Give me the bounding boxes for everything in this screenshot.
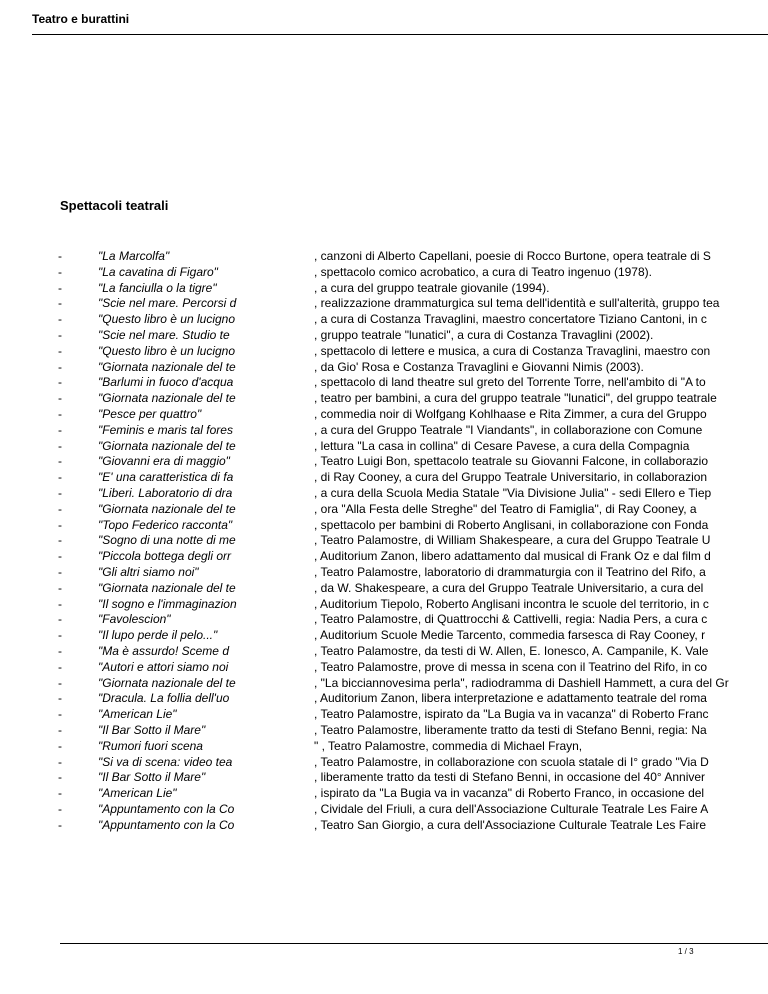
list-bullet: -	[58, 707, 62, 722]
list-bullet: -	[58, 485, 62, 500]
performance-title: "Scie nel mare. Percorsi d	[98, 296, 237, 311]
list-item	[58, 502, 768, 518]
list-item	[58, 407, 768, 423]
list-item	[58, 423, 768, 439]
list-item	[58, 391, 768, 407]
list-bullet: -	[58, 327, 62, 342]
list-item	[58, 802, 768, 818]
list-bullet: -	[58, 296, 62, 311]
performance-description: , Teatro Palamostre, laboratorio di drammaturgia con il Teatrino del Rifo, a	[314, 564, 706, 579]
list-item	[58, 818, 768, 834]
list-bullet: -	[58, 580, 62, 595]
list-item	[58, 439, 768, 455]
list-bullet: -	[58, 596, 62, 611]
list-bullet: -	[58, 264, 62, 279]
list-item	[58, 628, 768, 644]
performance-description: , realizzazione drammaturgica sul tema dell'identità e sull'alterità, gruppo tea	[314, 296, 720, 311]
performance-title: "Topo Federico racconta"	[98, 517, 233, 532]
performance-title: "American Lie"	[98, 707, 177, 722]
performance-description: , "La bicciannovesima perla", radiodramma di Dashiell Hammett, a cura del Gr	[314, 675, 729, 690]
performance-description: , Teatro San Giorgio, a cura dell'Associazione Culturale Teatrale Les Faire	[314, 817, 707, 832]
performance-description: , Auditorium Zanon, libero adattamento dal musical di Frank Oz e dal film d	[314, 549, 711, 564]
list-bullet: -	[58, 454, 62, 469]
performance-description: , canzoni di Alberto Capellani, poesie di Rocco Burtone, opera teatrale di S	[314, 249, 711, 263]
performance-title: "Liberi. Laboratorio di dra	[98, 485, 233, 500]
performance-description: , da Gio' Rosa e Costanza Travaglini e Giovanni Nimis (2003).	[314, 359, 644, 374]
list-item	[58, 375, 768, 391]
list-item	[58, 518, 768, 534]
performance-description: , a cura della Scuola Media Statale "Via Divisione Julia" - sedi Ellero e Tiep	[314, 485, 712, 500]
performance-title: "Feminis e maris tal fores	[98, 422, 233, 437]
performance-title: "Piccola bottega degli orr	[98, 549, 232, 564]
performance-title: "La cavatina di Figaro"	[98, 264, 218, 279]
list-item	[58, 549, 768, 565]
performance-title: "Appuntamento con la Co	[98, 801, 235, 816]
list-item	[58, 328, 768, 344]
performance-title: "Favolescion"	[98, 612, 171, 627]
performance-description: , teatro per bambini, a cura del gruppo teatrale "lunatici", del gruppo teatrale	[314, 391, 717, 406]
performance-title: "Giornata nazionale del te	[98, 359, 236, 374]
list-bullet: -	[58, 359, 62, 374]
list-bullet: -	[58, 470, 62, 485]
list-item	[58, 565, 768, 581]
list-item	[58, 644, 768, 660]
performance-title: "American Lie"	[98, 786, 177, 801]
list-item	[58, 786, 768, 802]
performance-title: "Questo libro è un lucigno	[98, 312, 236, 327]
list-bullet: -	[58, 738, 62, 753]
list-item	[58, 597, 768, 613]
performance-description: , Teatro Luigi Bon, spettacolo teatrale su Giovanni Falcone, in collaborazio	[314, 454, 709, 469]
performance-title: "Sogno di una notte di me	[98, 533, 236, 548]
list-bullet: -	[58, 628, 62, 643]
list-bullet: -	[58, 406, 62, 421]
performance-description: , Teatro Palamostre, prove di messa in scena con il Teatrino del Rifo, in co	[314, 659, 708, 674]
list-bullet: -	[58, 391, 62, 406]
list-item	[58, 533, 768, 549]
performance-title: "Si va di scena: video tea	[98, 754, 233, 769]
list-item	[58, 581, 768, 597]
document-header-title: Teatro e burattini	[32, 12, 130, 26]
performance-title: "La Marcolfa"	[98, 249, 170, 263]
list-bullet: -	[58, 817, 62, 832]
list-bullet: -	[58, 643, 62, 658]
performance-description: , a cura di Costanza Travaglini, maestro concertatore Tiziano Cantoni, in c	[314, 312, 707, 327]
performance-description: , spettacolo di land theatre sul greto del Torrente Torre, nell'ambito di "A to	[314, 375, 706, 390]
list-bullet: -	[58, 786, 62, 801]
list-item	[58, 265, 768, 281]
section-title: Spettacoli teatrali	[60, 198, 169, 213]
list-item	[58, 312, 768, 328]
performance-title: "Giornata nazionale del te	[98, 391, 236, 406]
performance-title: "Ma è assurdo! Sceme d	[98, 643, 229, 658]
performance-title: "Giornata nazionale del te	[98, 501, 236, 516]
list-bullet: -	[58, 549, 62, 564]
list-bullet: -	[58, 659, 62, 674]
list-bullet: -	[58, 517, 62, 532]
performance-description: , Teatro Palamostre, di William Shakespeare, a cura del Gruppo Teatrale U	[314, 533, 711, 548]
list-bullet: -	[58, 801, 62, 816]
list-bullet: -	[58, 343, 62, 358]
performance-description: , spettacolo di lettere e musica, a cura di Costanza Travaglini, maestro con	[314, 343, 711, 358]
performance-description: , a cura del Gruppo Teatrale "I Viandants", in collaborazione con Comune	[314, 422, 703, 437]
performance-title: "Il Bar Sotto il Mare"	[98, 722, 206, 737]
performance-description: , Teatro Palamostre, da testi di W. Allen, E. Ionesco, A. Campanile, K. Vale	[314, 643, 709, 658]
performance-title: "E' una caratteristica di fa	[98, 470, 234, 485]
performance-title: "Dracula. La follia dell'uo	[98, 691, 230, 706]
list-item	[58, 739, 768, 755]
list-bullet: -	[58, 312, 62, 327]
list-bullet: -	[58, 422, 62, 437]
performance-description: , Cividale del Friuli, a cura dell'Associazione Culturale Teatrale Les Faire A	[314, 801, 709, 816]
list-bullet: -	[58, 501, 62, 516]
list-bullet: -	[58, 438, 62, 453]
list-item	[58, 660, 768, 676]
performance-description: , Teatro Palamostre, ispirato da "La Bugia va in vacanza" di Roberto Franc	[314, 707, 709, 722]
performance-title: "Giornata nazionale del te	[98, 675, 236, 690]
list-item	[58, 755, 768, 771]
performance-title: "Il Bar Sotto il Mare"	[98, 770, 206, 785]
performance-description: , Auditorium Scuole Medie Tarcento, commedia farsesca di Ray Cooney, r	[314, 628, 706, 643]
list-bullet: -	[58, 722, 62, 737]
performance-description: , lettura "La casa in collina" di Cesare Pavese, a cura della Compagnia	[314, 438, 690, 453]
page-number: 1 / 3	[678, 947, 694, 956]
performance-title: "Giornata nazionale del te	[98, 580, 236, 595]
performance-title: "Scie nel mare. Studio te	[98, 327, 230, 342]
performance-description: , Auditorium Zanon, libera interpretazione e adattamento teatrale del roma	[314, 691, 707, 706]
performance-description: , liberamente tratto da testi di Stefano Benni, in occasione del 40° Anniver	[314, 770, 706, 785]
performance-description: , ora "Alla Festa delle Streghe" del Teatro di Famiglia", di Ray Cooney, a	[314, 501, 697, 516]
performance-title: "Barlumi in fuoco d'acqua	[98, 375, 234, 390]
list-bullet: -	[58, 533, 62, 548]
performance-description: , Auditorium Tiepolo, Roberto Anglisani incontra le scuole del territorio, in c	[314, 596, 709, 611]
list-bullet: -	[58, 249, 62, 263]
list-bullet: -	[58, 675, 62, 690]
list-bullet: -	[58, 612, 62, 627]
performance-title: "Il lupo perde il pelo..."	[98, 628, 218, 643]
list-item	[58, 612, 768, 628]
performance-description: , commedia noir di Wolfgang Kohlhaase e Rita Zimmer, a cura del Gruppo	[314, 406, 707, 421]
list-item	[58, 707, 768, 723]
list-bullet: -	[58, 754, 62, 769]
list-bullet: -	[58, 691, 62, 706]
performance-title: "La fanciulla o la tigre"	[98, 280, 217, 295]
list-bullet: -	[58, 564, 62, 579]
list-item	[58, 676, 768, 692]
performance-description: " , Teatro Palamostre, commedia di Michael Frayn,	[314, 738, 583, 753]
performance-title: "Appuntamento con la Co	[98, 817, 235, 832]
list-bullet: -	[58, 375, 62, 390]
performance-title: "Gli altri siamo noi"	[98, 564, 199, 579]
list-item	[58, 470, 768, 486]
performance-title: "Pesce per quattro"	[98, 406, 202, 421]
list-item	[58, 344, 768, 360]
performance-description: , gruppo teatrale "lunatici", a cura di Costanza Travaglini (2002).	[314, 327, 654, 342]
performance-title: "Autori e attori siamo noi	[98, 659, 229, 674]
list-item	[58, 360, 768, 376]
header-divider	[32, 34, 768, 35]
performance-description: , di Ray Cooney, a cura del Gruppo Teatrale Universitario, in collaborazion	[314, 470, 708, 485]
performance-description: , ispirato da "La Bugia va in vacanza" di Roberto Franco, in occasione del	[314, 786, 705, 801]
list-bullet: -	[58, 770, 62, 785]
performance-title: "Giovanni era di maggio"	[98, 454, 230, 469]
performance-title: "Questo libro è un lucigno	[98, 343, 236, 358]
list-item	[58, 454, 768, 470]
performance-title: "Giornata nazionale del te	[98, 438, 236, 453]
performance-description: , Teatro Palamostre, liberamente tratto da testi di Stefano Benni, regia: Na	[314, 722, 707, 737]
list-item	[58, 296, 768, 312]
list-item	[58, 723, 768, 739]
list-item	[58, 486, 768, 502]
performance-list	[58, 249, 768, 833]
performance-description: , Teatro Palamostre, di Quattrocchi & Cattivelli, regia: Nadia Pers, a cura c	[314, 612, 708, 627]
list-bullet: -	[58, 280, 62, 295]
list-item	[58, 249, 768, 265]
list-item	[58, 691, 768, 707]
footer-divider	[60, 943, 768, 944]
performance-description: , da W. Shakespeare, a cura del Gruppo Teatrale Universitario, a cura del	[314, 580, 704, 595]
list-item	[58, 281, 768, 297]
list-item	[58, 770, 768, 786]
performance-description: , a cura del gruppo teatrale giovanile (1994).	[314, 280, 550, 295]
performance-description: , spettacolo per bambini di Roberto Anglisani, in collaborazione con Fonda	[314, 517, 709, 532]
performance-title: "Rumori fuori scena	[98, 738, 203, 753]
performance-title: "Il sogno e l'immaginazion	[98, 596, 237, 611]
performance-description: , Teatro Palamostre, in collaborazione con scuola statale di I° grado "Via D	[314, 754, 709, 769]
performance-description: , spettacolo comico acrobatico, a cura di Teatro ingenuo (1978).	[314, 264, 652, 279]
